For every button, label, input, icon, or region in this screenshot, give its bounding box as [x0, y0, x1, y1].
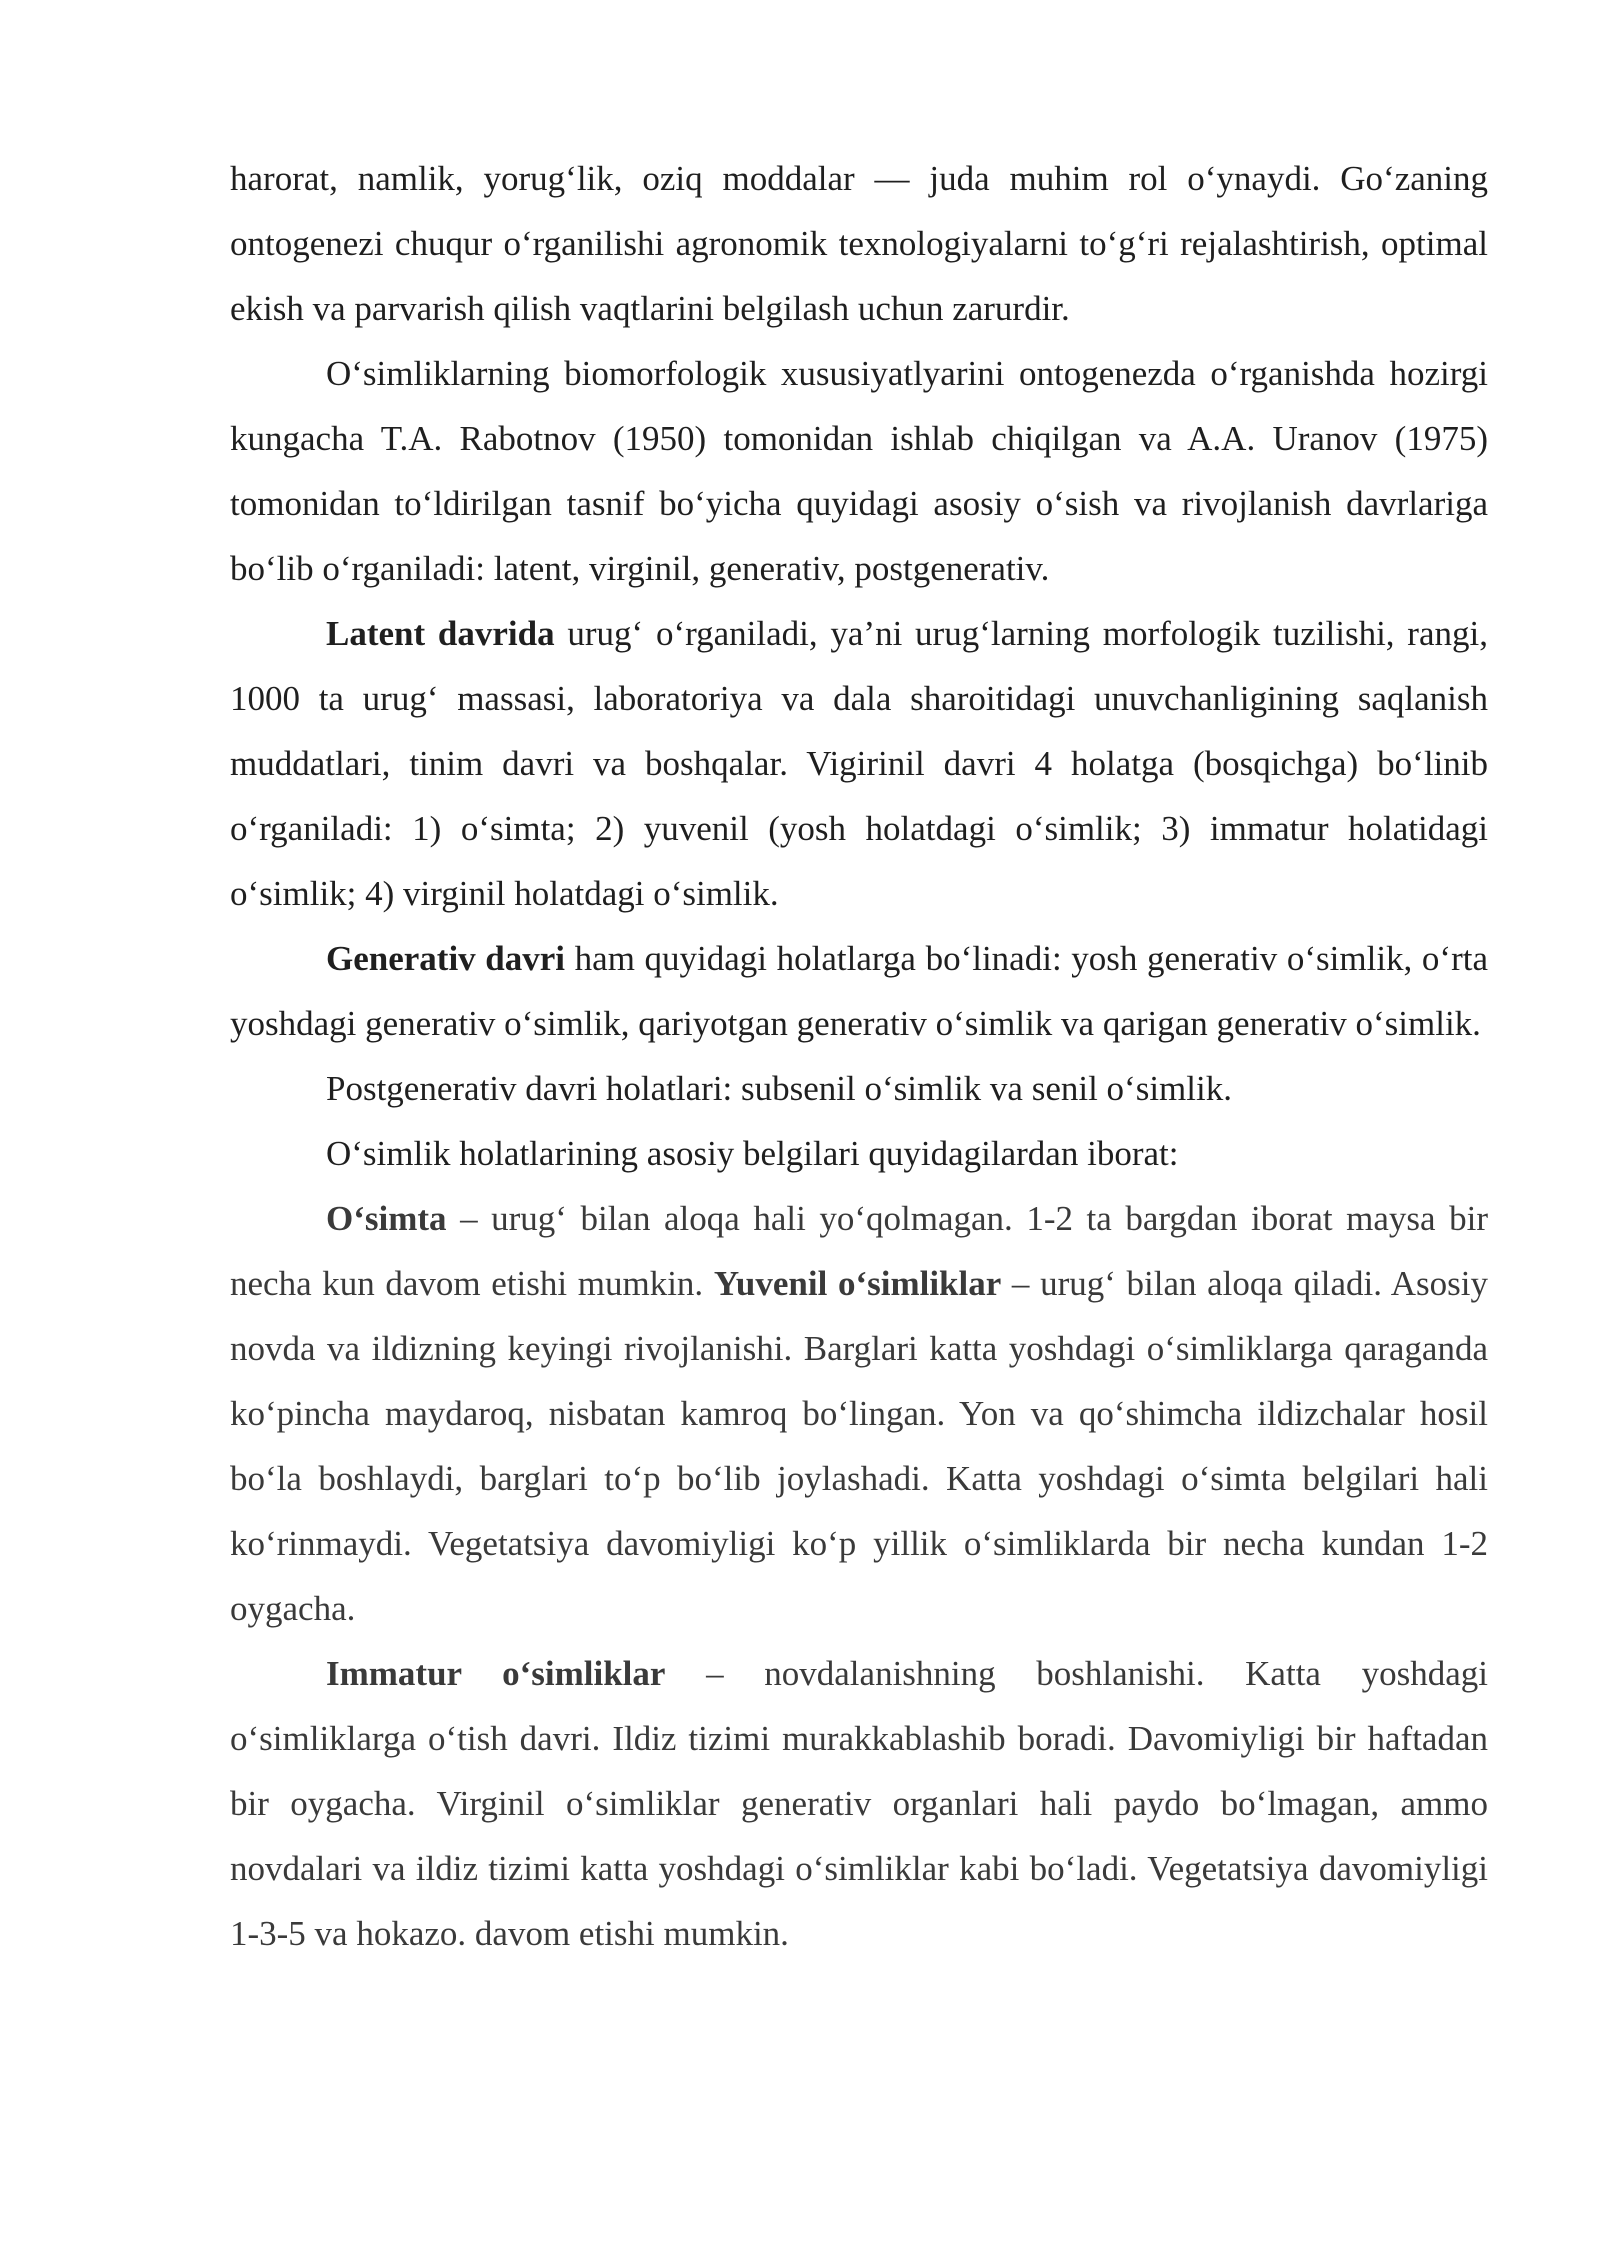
paragraph-text: Postgenerativ davri holatlari: subsenil o‘simlik va senil o‘simlik. — [326, 1069, 1232, 1108]
paragraph-main-features-intro — [230, 1121, 1488, 1186]
paragraph-text: O‘simlik holatlarining asosiy belgilari quyidagilardan iborat: — [326, 1134, 1179, 1173]
term-heading: Latent davrida — [326, 614, 555, 653]
term-heading: Generativ davri — [326, 939, 566, 978]
term-heading: Immatur o‘simliklar — [326, 1654, 666, 1693]
document-page — [230, 146, 1488, 1966]
paragraph-text: – urug‘ bilan aloqa hali yo‘qolmagan. 1-2 ta bargdan iborat maysa bir necha kun davom etishi mumkin. — [230, 1199, 1488, 1303]
paragraph-text: urug‘ o‘rganiladi, ya’ni urug‘larning morfologik tuzilishi, rangi, 1000 ta urug‘ massasi, laboratoriya va dala sharoitidagi unuvchanligining saqlanish muddatlari, tinim davri va boshqalar. Vigirinil davri 4 holatga (bosqichga) bo‘linib o‘rganiladi: 1) o‘simta; 2) yuvenil (yosh holatdagi o‘simlik; 3) immatur holatidagi o‘simlik; 4) virginil holatdagi o‘simlik. — [230, 614, 1488, 913]
paragraph-generative-period — [230, 926, 1488, 1056]
paragraph-text: ham quyidagi holatlarga bo‘linadi: yosh generativ o‘simlik, o‘rta yoshdagi generativ o‘simlik, qariyotgan generativ o‘simlik va qarigan generativ o‘simlik. — [230, 939, 1488, 1043]
paragraph-text: – novdalanishning boshlanishi. Katta yoshdagi o‘simliklarga o‘tish davri. Ildiz tizimi murakkablashib boradi. Davomiyligi bir haftadan bir oygacha. Virginil o‘simliklar generativ organlari hali paydo bo‘lmagan, ammo novdalari va ildiz tizimi katta yoshdagi o‘simliklar kabi bo‘ladi. Vegetatsiya davomiyligi 1-3-5 va hokazo. davom etishi mumkin. — [230, 1654, 1488, 1953]
paragraph-intro-continuation — [230, 146, 1488, 341]
paragraph-latent-period — [230, 601, 1488, 926]
term-heading: Yuvenil o‘simliklar — [713, 1264, 1002, 1303]
paragraph-seedling-juvenile — [230, 1186, 1488, 1641]
paragraph-immature-plants — [230, 1641, 1488, 1966]
paragraph-text: harorat, namlik, yorug‘lik, oziq moddalar — juda muhim rol o‘ynaydi. Go‘zaning ontogenezi chuqur o‘rganilishi agronomik texnologiyalarni to‘g‘ri rejalashtirish, optimal ekish va parvarish qilish vaqtlarini belgilash uchun zarurdir. — [230, 159, 1488, 328]
term-heading: O‘simta — [326, 1199, 447, 1238]
paragraph-text: O‘simliklarning biomorfologik xususiyatlyarini ontogenezda o‘rganishda hozirgi kungacha T.A. Rabotnov (1950) tomonidan ishlab chiqilgan va A.A. Uranov (1975) tomonidan to‘ldirilgan tasnif bo‘yicha quyidagi asosiy o‘sish va rivojlanish davrlariga bo‘lib o‘rganiladi: latent, virginil, generativ, postgenerativ. — [230, 354, 1488, 588]
paragraph-postgenerative-period — [230, 1056, 1488, 1121]
paragraph-classification — [230, 341, 1488, 601]
paragraph-text: – urug‘ bilan aloqa qiladi. Asosiy novda va ildizning keyingi rivojlanishi. Barglari katta yoshdagi o‘simliklarga qaraganda ko‘pincha maydaroq, nisbatan kamroq bo‘lingan. Yon va qo‘shimcha ildizchalar hosil bo‘la boshlaydi, barglari to‘p bo‘lib joylashadi. Katta yoshdagi o‘simta belgilari hali ko‘rinmaydi. Vegetatsiya davomiyligi ko‘p yillik o‘simliklarda bir necha kundan 1-2 oygacha. — [230, 1264, 1488, 1628]
